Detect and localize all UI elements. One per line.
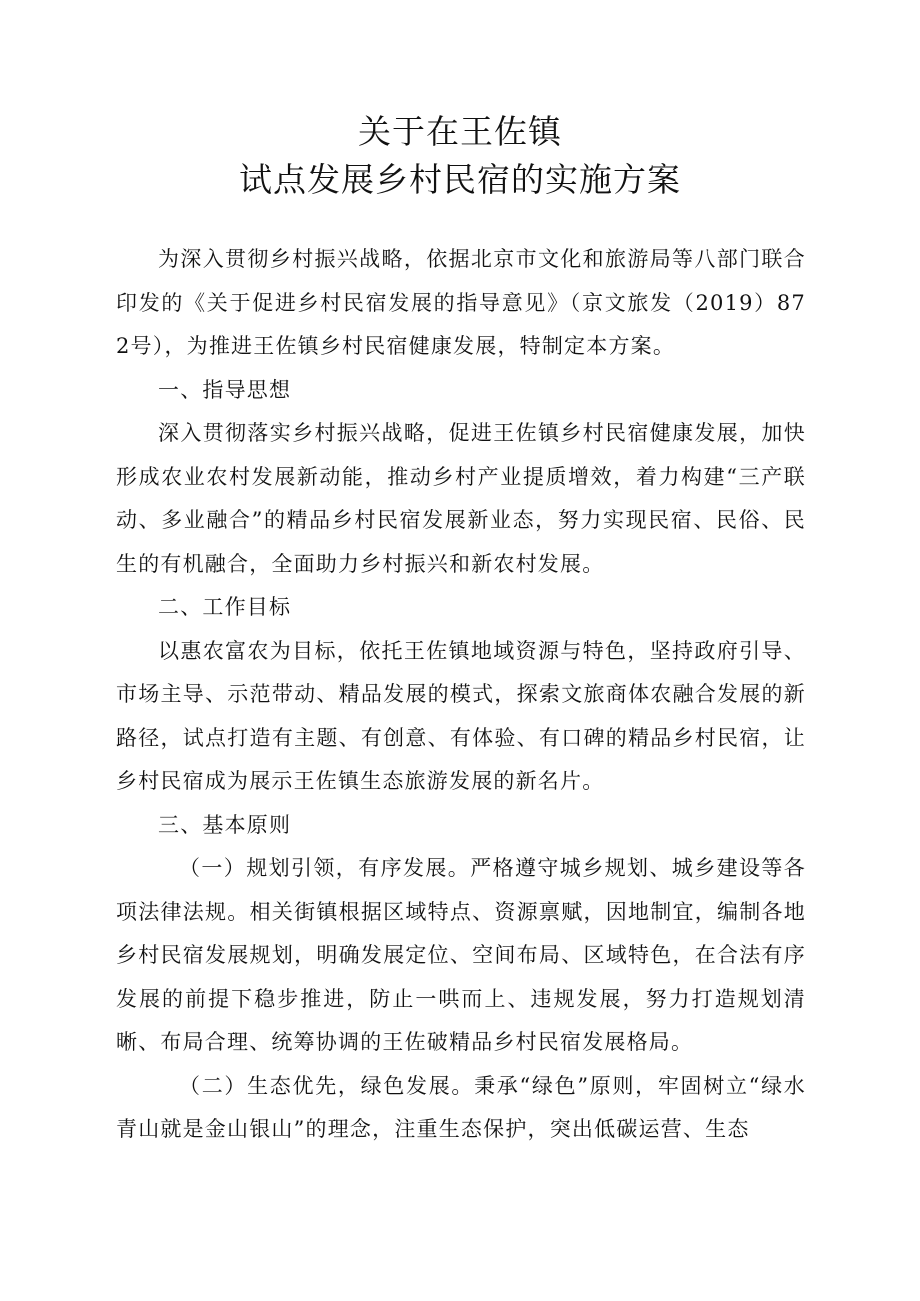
section-2-paragraph: 以惠农富农为目标，依托王佐镇地域资源与特色，坚持政府引导、市场主导、示范带动、精品发展的模式，探索文旅商体农融合发展的新路径，试点打造有主题、有创意、有体验、有口碑的精品乡村民宿，让乡村民宿成为展示王佐镇生态旅游发展的新名片。 xyxy=(116,638,806,793)
section-3-item-1: （一）规划引领，有序发展。严格遵守城乡规划、城乡建设等各项法律法规。相关街镇根据区域特点、资源禀赋，因地制宜，编制各地乡村民宿发展规划，明确发展定位、空间布局、区域特色，在合法有序发展的前提下稳步推进，防止一哄而上、违规发展，努力打造规划清晰、布局合理、统筹协调的王佐破精品乡村民宿发展格局。 xyxy=(116,856,806,1054)
section-3-heading: 三、基本原则 xyxy=(158,812,292,837)
section-3-item-2: （二）生态优先，绿色发展。秉承“绿色”原则，牢固树立“绿水青山就是金山银山”的理念，注重生态保护，突出低碳运营、生态 xyxy=(116,1073,806,1141)
document-body xyxy=(116,238,806,1152)
document-title-line-1: 关于在王佐镇 xyxy=(358,112,562,151)
section-1-heading: 一、指导思想 xyxy=(158,377,292,402)
section-2-heading: 二、工作目标 xyxy=(158,595,292,619)
section-1-paragraph: 深入贯彻落实乡村振兴战略，促进王佐镇乡村民宿健康发展，加快形成农业农村发展新动能，推动乡村产业提质增效，着力构建“三产联动、多业融合”的精品乡村民宿发展新业态，努力实现民宿、民俗、民生的有机融合，全面助力乡村振兴和新农村发展。 xyxy=(116,421,806,576)
intro-paragraph: 为深入贯彻乡村振兴战略，依据北京市文化和旅游局等八部门联合印发的《关于促进乡村民宿发展的指导意见》（京文旅发（2019）872号），为推进王佐镇乡村民宿健康发展，特制定本方案。 xyxy=(116,247,806,358)
document-title-line-2: 试点发展乡村民宿的实施方案 xyxy=(239,160,681,199)
